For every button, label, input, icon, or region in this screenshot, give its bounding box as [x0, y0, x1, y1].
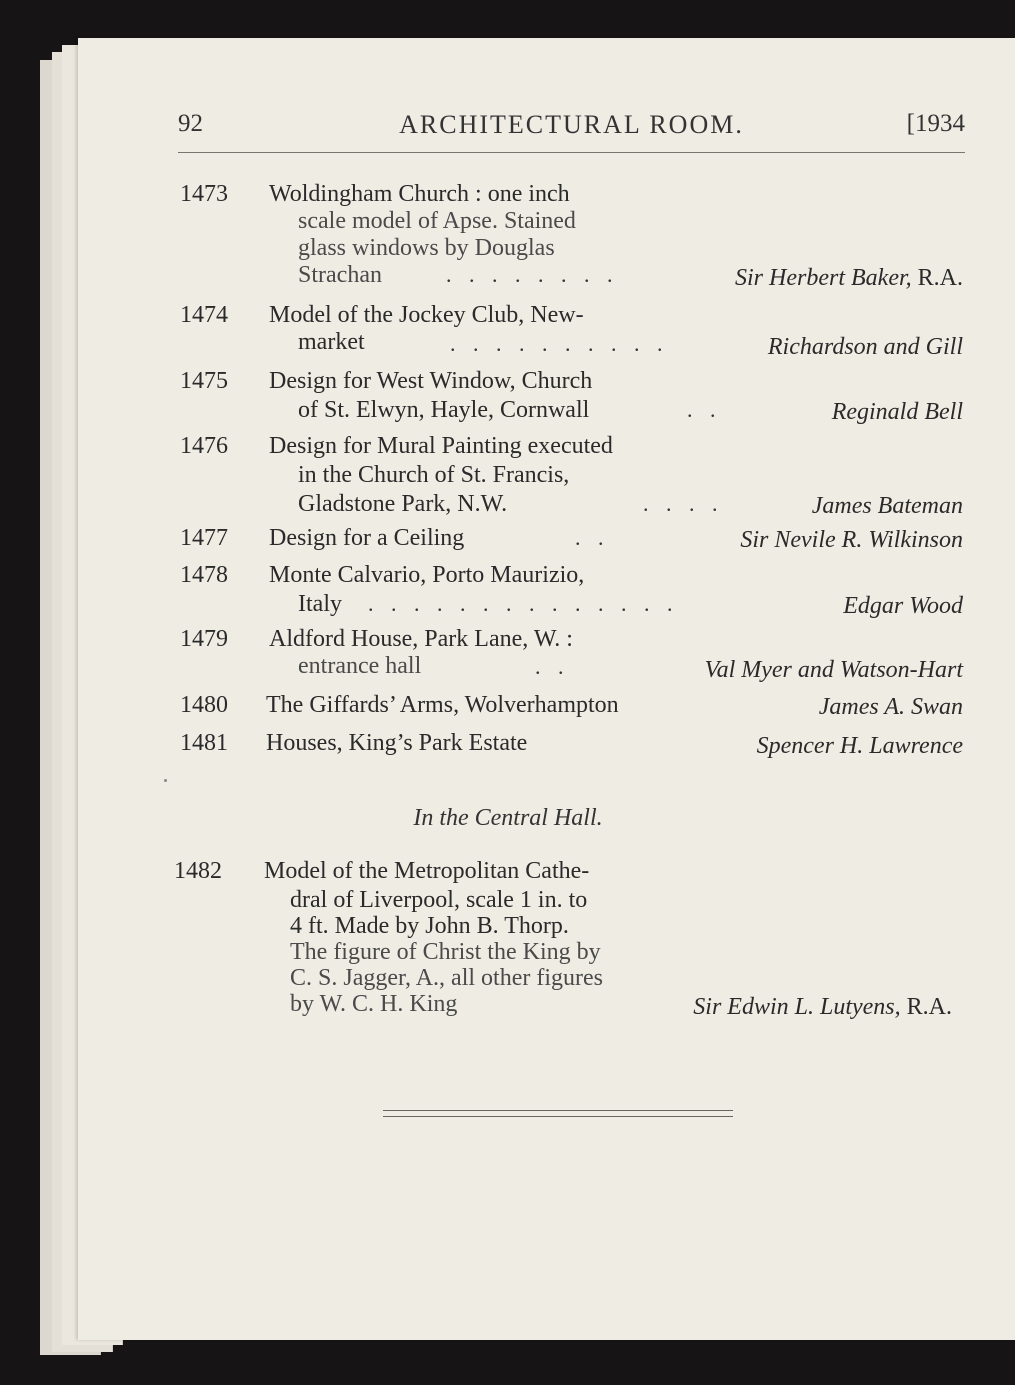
- entry-artist: James A. Swan: [818, 694, 963, 720]
- entry-artist: Sir Nevile R. Wilkinson: [740, 527, 963, 553]
- leader-dots: . . . . . . . .: [446, 262, 619, 287]
- entry-title-line: entrance hall: [298, 653, 422, 679]
- entry-title-line: in the Church of St. Francis,: [298, 462, 570, 488]
- section-heading: In the Central Hall.: [413, 805, 603, 831]
- book-page: [78, 38, 1015, 1340]
- entry-artist: Spencer H. Lawrence: [756, 733, 963, 759]
- entry-title-line: Italy: [298, 591, 342, 617]
- entry-number: 1481: [180, 730, 228, 756]
- entry-number: 1480: [180, 692, 228, 718]
- entry-title-line: glass windows by Douglas: [298, 235, 555, 261]
- entry-number: 1474: [180, 302, 228, 328]
- entry-title-line: by W. C. H. King: [290, 991, 458, 1017]
- entry-title-line: Monte Calvario, Porto Maurizio,: [269, 562, 585, 588]
- closing-double-rule: [383, 1110, 733, 1117]
- header-rule: [178, 152, 965, 153]
- entry-number: 1482: [174, 858, 222, 884]
- entry-number: 1477: [180, 525, 228, 551]
- entry-title-line: Design for West Window, Church: [269, 368, 593, 394]
- entry-title-line: scale model of Apse. Stained: [298, 208, 576, 234]
- entry-number: 1475: [180, 368, 228, 394]
- entry-title-line: C. S. Jagger, A., all other figures: [290, 965, 603, 991]
- entry-title-line: Aldford House, Park Lane, W. :: [269, 626, 573, 652]
- entry-artist: James Bateman: [811, 493, 963, 519]
- running-year: [1934: [906, 110, 965, 137]
- leader-dots: . .: [687, 397, 722, 422]
- leader-dots: . .: [575, 525, 610, 550]
- entry-title-line: Model of the Jockey Club, New-: [269, 302, 584, 328]
- leader-dots: . . . . . . . . . .: [450, 331, 669, 356]
- entry-title-line: The Giffards’ Arms, Wolverhampton: [266, 692, 619, 718]
- entry-artist: Sir Herbert Baker, R.A.: [735, 265, 963, 291]
- entry-title-line: dral of Liverpool, scale 1 in. to: [290, 887, 588, 913]
- entry-artist: Sir Edwin L. Lutyens, R.A.: [693, 994, 952, 1020]
- entry-number: 1479: [180, 626, 228, 652]
- entry-artist: Edgar Wood: [843, 593, 963, 619]
- entry-artist: Val Myer and Watson-Hart: [704, 657, 963, 683]
- entry-title-line: Strachan: [298, 262, 382, 288]
- entry-number: 1473: [180, 181, 228, 207]
- page-number: 92: [178, 110, 203, 137]
- entry-title-line: Design for Mural Painting executed: [269, 433, 613, 459]
- entry-number: 1476: [180, 433, 228, 459]
- entry-title-line: The figure of Christ the King by: [290, 939, 601, 965]
- leader-dots: . . . .: [643, 491, 724, 516]
- entry-artist: Reginald Bell: [831, 399, 963, 425]
- entry-number: 1478: [180, 562, 228, 588]
- entry-title-line: Houses, King’s Park Estate: [266, 730, 528, 756]
- entry-artist: Richardson and Gill: [767, 334, 963, 360]
- running-title: ARCHITECTURAL ROOM.: [399, 110, 744, 139]
- entry-title-line: of St. Elwyn, Hayle, Cornwall: [298, 397, 590, 423]
- binding-mark: [164, 779, 167, 782]
- entry-title-line: Woldingham Church : one inch: [269, 181, 570, 207]
- entry-title-line: Gladstone Park, N.W.: [298, 491, 508, 517]
- leader-dots: . .: [535, 654, 570, 679]
- entry-title-line: market: [298, 329, 365, 355]
- leader-dots: . . . . . . . . . . . . . .: [368, 591, 679, 616]
- entry-title-line: 4 ft. Made by John B. Thorp.: [290, 913, 569, 939]
- entry-title-line: Design for a Ceiling: [269, 525, 465, 551]
- running-head: [178, 110, 965, 150]
- entry-title-line: Model of the Metropolitan Cathe-: [264, 858, 590, 884]
